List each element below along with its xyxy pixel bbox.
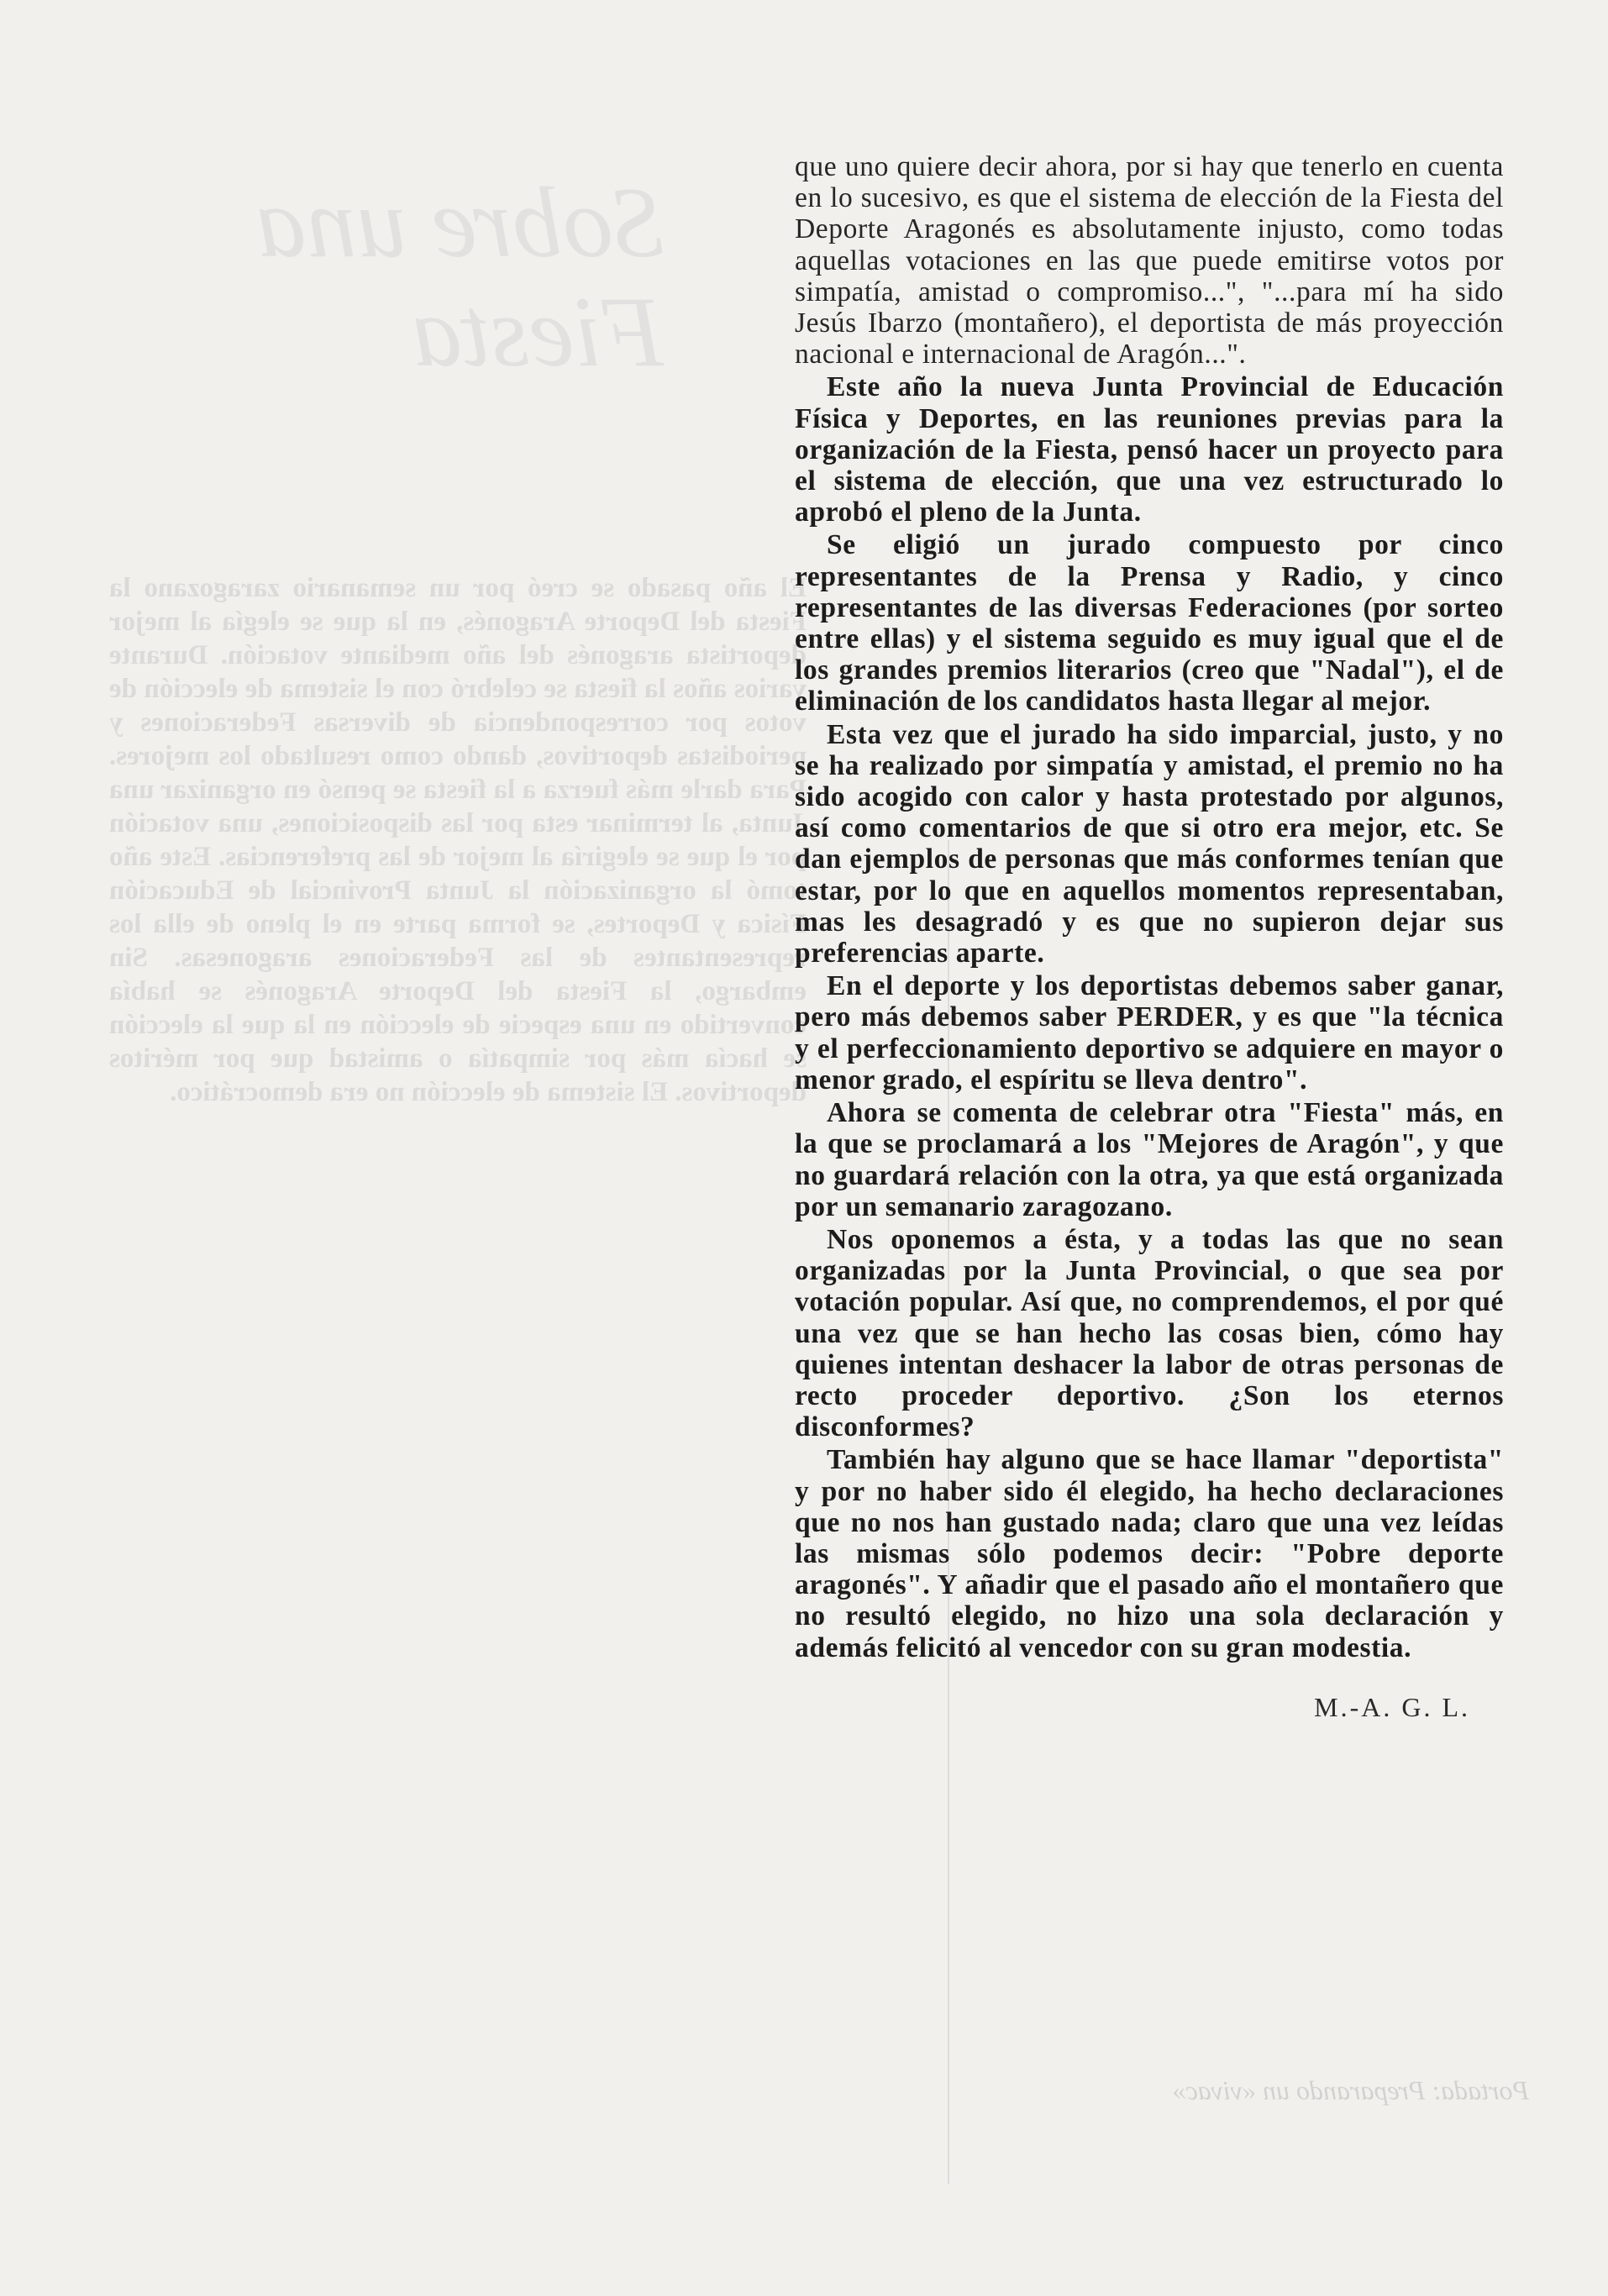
article-paragraph-6: Ahora se comenta de celebrar otra "Fiesta" más, en la que se proclamará a los "Mejores de Aragón", y que no guardará relación con la otra, ya que está organizada por un semanario zaragozano. <box>795 1097 1504 1222</box>
bleed-through-text: El año pasado se creó por un semanario zaragozano la Fiesta del Deporte Aragonés, en la que se elegía al mejor deportista aragonés del año mediante votación. Durante varios años la fiesta se celebró con el sistema de elección de votos por correspondencia de diversas Federaciones y periodistas deportivos, dando como resultado los mejores. Para darle más fuerza a la fiesta se pensó en organizar una Junta, al terminar esta por las disposiciones, una votación por el que se elegiría al mejor de las preferencias. Este año tomó la organización la Junta Provincial de Educación Física y Deportes, se forma parte en el pleno de ella los representantes de las Federaciones aragonesas. Sin embargo, la Fiesta del Deporte Aragonés se había convertido en una especie de elección en la que la elección se hacía más por simpatía o amistad que por méritos deportivos. El sistema de elección no era democrático. <box>109 573 807 1107</box>
article-column <box>795 151 1504 1723</box>
article-paragraph-7: Nos oponemos a ésta, y a todas las que no sean organizadas por la Junta Provincial, o que sea por votación popular. Así que, no comprendemos, el por qué una vez que se han hecho las cosas bien, cómo hay quienes intentan deshacer la labor de otras personas de recto proceder deportivo. ¿Son los eternos disconformes? <box>795 1223 1504 1443</box>
bleed-through-caption: Portada: Preparando un «vivac» <box>1172 2075 1529 2105</box>
article-paragraph-1: que uno quiere decir ahora, por si hay que tenerlo en cuenta en lo sucesivo, es que el sistema de elección de la Fiesta del Deporte Aragonés es absolutamente injusto, como todas aquellas votaciones en las que puede emitirse votos por simpatía, amistad o compromiso...", "...para mí ha sido Jesús Ibarzo (montañero), el deportista de más proyección nacional e internacional de Aragón...". <box>795 151 1504 370</box>
article-paragraph-5: En el deporte y los deportistas debemos saber ganar, pero más debemos saber PERDER, y es que "la técnica y el perfeccionamiento deportivo se adquiere en mayor o menor grado, el espíritu se lleva dentro". <box>795 970 1504 1095</box>
article-paragraph-4: Esta vez que el jurado ha sido imparcial, justo, y no se ha realizado por simpatía y amistad, el premio no ha sido acogido con calor y hasta protestado por algunos, así como comentarios de que si otro era mejor, etc. Se dan ejemplos de personas que más conformes tenían que estar, por lo que en aquellos momentos representaban, mas les desagradó y es que no supieron dejar sus preferencias aparte. <box>795 718 1504 969</box>
author-signature: M.-A. G. L. <box>1314 1691 1470 1722</box>
article-paragraph-3: Se eligió un jurado compuesto por cinco representantes de la Prensa y Radio, y cinco representantes de las diversas Federaciones (por sorteo entre ellas) y el sistema seguido es muy igual que el de los grandes premios literarios (creo que "Nadal"), el de eliminación de los candidatos hasta llegar al mejor. <box>795 529 1504 717</box>
article-paragraph-2: Este año la nueva Junta Provincial de Educación Física y Deportes, en las reuniones previas para la organización de la Fiesta, pensó hacer un proyecto para el sistema de elección, que una vez estructurado lo aprobó el pleno de la Junta. <box>795 371 1504 528</box>
article-paragraph-8: También hay alguno que se hace llamar "deportista" y por no haber sido él elegido, ha hecho declaraciones que no nos han gustado nada; claro que una vez leídas las mismas sólo podemos decir: "Pobre deporte aragonés". Y añadir que el pasado año el montañero que no resultó elegido, no hizo una sola declaración y además felicitó al vencedor con su gran modestia. <box>795 1444 1504 1663</box>
bleed-through-title: Sobre una Fiesta <box>255 166 664 387</box>
